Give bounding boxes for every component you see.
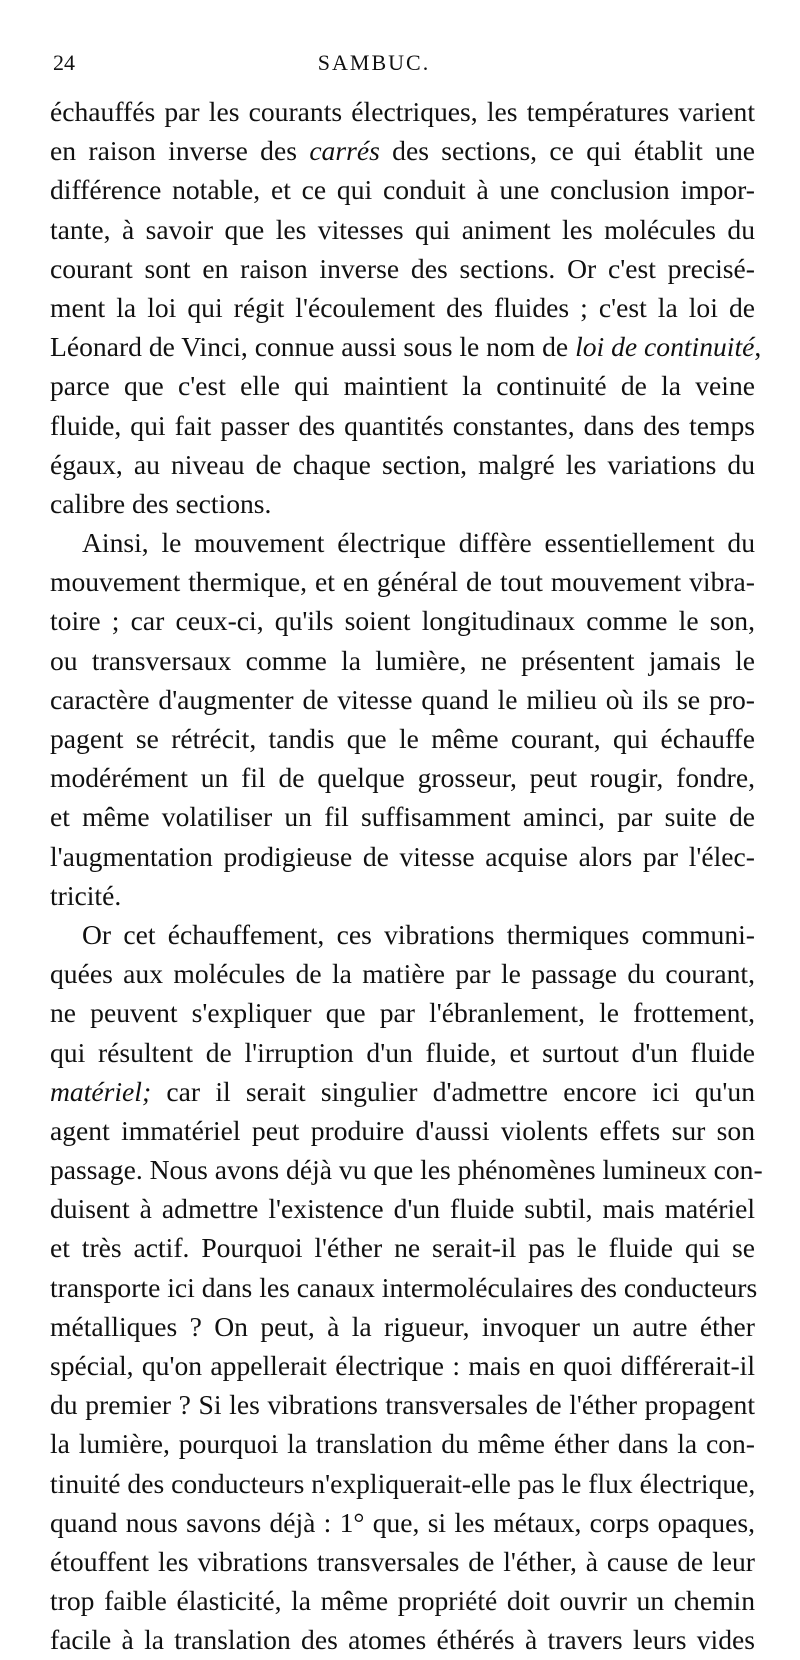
text-line-content: quées aux molécules de la matière par le passage du courant, [50,958,755,990]
text-line-content: Ainsi, le mouvement électrique diffère essentiellement du [82,527,755,559]
text-line [50,601,755,640]
italic-text: loi de continuité [575,331,755,363]
text-line-content: la lumière, pourquoi la translation du même éther dans la con- [50,1428,755,1460]
text-line [50,837,755,876]
text-line-content: calibre des sections. [50,487,272,519]
text-line-content: toire ; car ceux-ci, qu'ils soient longitudinaux comme le son, [50,605,755,637]
text-line [50,1424,755,1463]
text-line [50,327,762,366]
text-line-content: tricité. [50,879,122,911]
text-line-content: l'augmentation prodigieuse de vitesse acquise alors par l'élec- [50,840,755,872]
text-line-content: différence notable, et ce qui conduit à une conclusion impor- [50,174,755,206]
text-line-content: Or cet échauffement, ces vibrations thermiques communi- [82,918,755,950]
text-line-content: ou transversaux comme la lumière, ne présentent jamais le [50,644,755,676]
text-line [50,915,755,954]
text-line-content: spécial, qu'on appellerait électrique : mais en quoi différerait-il [50,1350,755,1381]
text-line [50,366,755,405]
text-line-content: facile à la translation des atomes éthérés à travers leurs vides [50,1624,755,1656]
text-line-content: pagent se rétrécit, tandis que le même courant, qui échauffe [50,723,755,754]
text-line [50,170,755,209]
text-line-content: quand nous savons déjà : 1° que, si les métaux, corps opaques, [50,1506,755,1538]
text-line-content: et très actif. Pourquoi l'éther ne serait-il pas le fluide qui se [50,1232,755,1264]
text-line [50,1072,755,1111]
text-line-content: étouffent les vibrations transversales de l'éther, à cause de leur [50,1545,755,1577]
text-line-content: agent immatériel peut produire d'aussi violents effets sur son [50,1114,755,1146]
text-line-content: échauffés par les courants électriques, les températures varient [50,96,755,127]
text-line [50,758,755,797]
text-line [50,249,755,288]
text-line [50,445,755,484]
page-number: 24 [53,50,75,75]
text-line [50,92,755,131]
text-line [50,1346,755,1385]
book-page [50,50,763,1656]
body-text [50,92,763,1660]
text-line [50,210,755,249]
text-line [50,288,755,327]
text-line-content: trop faible élasticité, la même propriété doit ouvrir un chemin [50,1585,755,1617]
text-line-content: Léonard de Vinci, connue aussi sous le nom de [50,331,576,363]
text-line [50,484,755,523]
text-line [50,523,755,562]
text-line [50,1620,755,1659]
text-line-content: transporte ici dans les canaux intermoléculaires des conducteurs [50,1271,758,1303]
text-line [50,954,755,993]
text-line [50,719,755,758]
text-line-content: mouvement thermique, et en général de tout mouvement vibra- [50,566,755,598]
text-line-content: caractère d'augmenter de vitesse quand le milieu où ils se pro- [50,683,755,715]
text-line-content: en raison inverse des [50,135,310,167]
text-line-content: qui résultent de l'irruption d'un fluide, et surtout d'un fluide [50,1036,755,1068]
text-line [50,641,755,680]
text-line [50,1268,758,1307]
text-line-content: des sections, ce qui établit une [379,135,755,167]
text-line [50,1150,763,1189]
text-line-content: tinuité des conducteurs n'expliquerait-elle pas le flux électrique, [50,1467,756,1499]
text-line-content: courant sont en raison inverse des sections. Or c'est precisé- [50,252,755,284]
text-line [50,131,755,170]
text-line [50,797,755,836]
text-line [50,406,755,445]
text-line-content: car il serait singulier d'admettre encore ici qu'un [151,1075,755,1107]
italic-text: carrés [309,135,380,167]
text-line [50,1189,755,1228]
text-line [50,1033,755,1072]
text-line-content: parce que c'est elle qui maintient la continuité de la veine [50,370,755,402]
text-line-content: égaux, au niveau de chaque section, malgré les variations du [50,448,755,480]
text-line-content: du premier ? Si les vibrations transversales de l'éther propagent [50,1389,755,1421]
text-line [50,1228,755,1267]
text-line [50,876,755,915]
text-line-content: fluide, qui fait passer des quantités constantes, dans des temps [50,409,755,441]
text-line-content: et même volatiliser un fil suffisamment aminci, par suite de [50,801,755,833]
italic-text: matériel; [50,1075,152,1107]
text-line [50,1111,755,1150]
text-line-content: duisent à admettre l'existence d'un fluide subtil, mais matériel [50,1193,755,1225]
text-line [50,562,755,601]
text-line-content: métalliques ? On peut, à la rigueur, invoquer un autre éther [50,1310,755,1342]
text-line [50,1464,755,1503]
text-line [50,1385,755,1424]
text-line-content: , [754,331,762,363]
text-line-content: ne peuvent s'expliquer que par l'ébranlement, le frottement, [50,997,755,1029]
text-line [50,1581,755,1620]
text-line [50,680,755,719]
text-line-content: modérément un fil de quelque grosseur, peut rougir, fondre, [50,762,755,794]
text-line [50,993,755,1032]
text-line [50,1542,755,1581]
text-line [50,1307,755,1346]
text-line [50,1503,755,1542]
text-line-content: ment la loi qui régit l'écoulement des fluides ; c'est la loi de [50,291,755,323]
text-line-content: tante, à savoir que les vitesses qui animent les molécules du [50,213,755,245]
text-line-content: passage. Nous avons déjà vu que les phénomènes lumineux con- [50,1154,763,1186]
running-head: SAMBUC. [317,50,431,75]
page-header [53,50,755,92]
